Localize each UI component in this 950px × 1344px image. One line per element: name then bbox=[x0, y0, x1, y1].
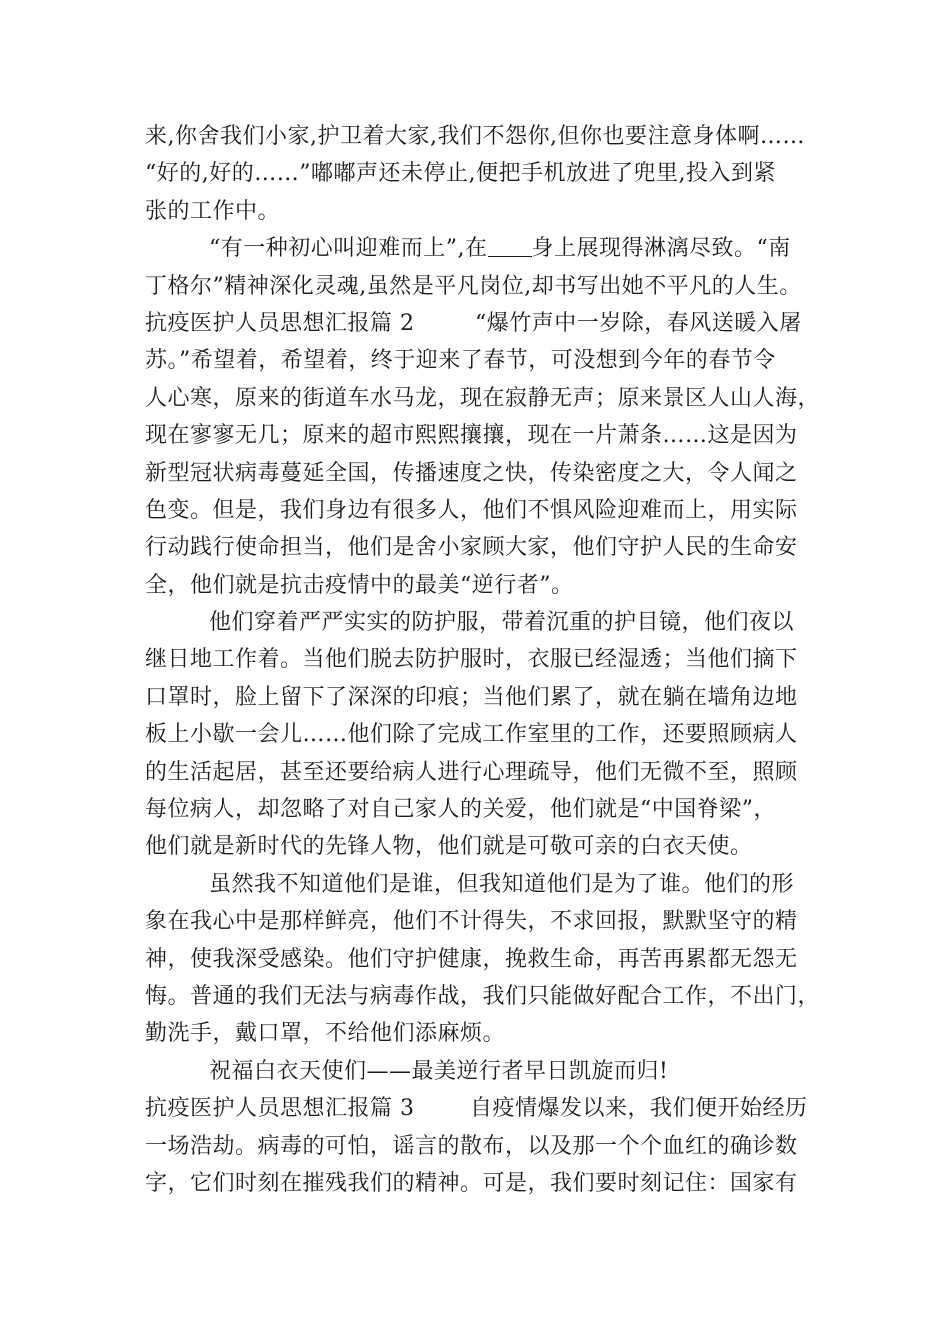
document-body bbox=[145, 118, 821, 1202]
blank-underline bbox=[488, 236, 532, 257]
text-fragment: 身上展现得淋漓尽致。“南 bbox=[531, 236, 791, 262]
text-line: 继日地工作着。当他们脱去防护服时，衣服已经湿透；当他们摘下 bbox=[145, 647, 798, 673]
text-fragment: “爆竹声中一岁除，春风送暖入屠 bbox=[475, 310, 802, 336]
text-line: 一场浩劫。病毒的可怕，谣言的散布，以及那一个个血红的确诊数 bbox=[145, 1133, 798, 1159]
section-heading: 抗疫医护人员思想汇报篇 3 bbox=[145, 1096, 415, 1122]
text-line: 色变。但是，我们身边有很多人，他们不惧风险迎难而上，用实际 bbox=[145, 497, 798, 523]
text-fragment: 自疫情爆发以来，我们便开始经历 bbox=[470, 1096, 808, 1122]
text-fragment: “有一种初心叫迎难而上”,在 bbox=[209, 236, 488, 262]
text-line: 的生活起居，甚至还要给病人进行心理疏导，他们无微不至，照顾 bbox=[145, 759, 798, 785]
text-line: 他们就是新时代的先锋人物，他们就是可敬可亲的白衣天使。 bbox=[145, 834, 753, 860]
text-line: 人心寒，原来的街道车水马龙，现在寂静无声；原来景区人山人海， bbox=[145, 385, 821, 411]
text-line: 象在我心中是那样鲜亮，他们不计得失，不求回报，默默坚守的精 bbox=[145, 909, 798, 935]
text-line: “好的,好的……”嘟嘟声还未停止,便把手机放进了兜里,投入到紧 bbox=[145, 161, 776, 187]
text-line: 每位病人，却忽略了对自己家人的关爱，他们就是“中国脊梁”， bbox=[145, 797, 776, 823]
section-heading: 抗疫医护人员思想汇报篇 2 bbox=[145, 310, 415, 336]
text-line: 现在寥寥无几；原来的超市熙熙攘攘，现在一片萧条……这是因为 bbox=[145, 423, 798, 449]
text-line: 字，它们时刻在摧残我们的精神。可是，我们要时刻记住：国家有 bbox=[145, 1170, 798, 1196]
text-line: 行动践行使命担当，他们是舍小家顾大家，他们守护人民的生命安 bbox=[145, 535, 798, 561]
text-line bbox=[145, 305, 815, 342]
text-line: 板上小歇一会儿……他们除了完成工作室里的工作，还要照顾病人 bbox=[145, 722, 798, 748]
text-line: 虽然我不知道他们是谁，但我知道他们是为了谁。他们的形 bbox=[209, 871, 795, 897]
text-line: 口罩时，脸上留下了深深的印痕；当他们累了，就在躺在墙角边地 bbox=[145, 684, 798, 710]
text-line: 来,你舍我们小家,护卫着大家,我们不怨你,但你也要注意身体啊…… bbox=[145, 124, 805, 149]
text-line: 神，使我深受感染。他们守护健康，挽救生命，再苦再累都无怨无 bbox=[145, 946, 798, 972]
text-line bbox=[145, 230, 815, 267]
text-line: 张的工作中。 bbox=[145, 198, 281, 224]
text-line: 苏。”希望着，希望着，终于迎来了春节，可没想到今年的春节令 bbox=[145, 348, 776, 374]
text-line: 祝福白衣天使们——最美逆行者早日凯旋而归! bbox=[209, 1058, 669, 1084]
text-line: 他们穿着严严实实的防护服，带着沉重的护目镜，他们夜以 bbox=[209, 610, 795, 636]
text-line: 丁格尔”精神深化灵魂,虽然是平凡岗位,却书写出她不平凡的人生。 bbox=[145, 273, 802, 299]
text-line: 新型冠状病毒蔓延全国，传播速度之快，传染密度之大，令人闻之 bbox=[145, 460, 798, 486]
text-line: 全，他们就是抗击疫情中的最美“逆行者”。 bbox=[145, 572, 574, 598]
text-line: 勤洗手，戴口罩，不给他们添麻烦。 bbox=[145, 1021, 506, 1047]
text-line bbox=[145, 1090, 815, 1127]
text-line: 悔。普通的我们无法与病毒作战，我们只能做好配合工作，不出门， bbox=[145, 983, 821, 1009]
